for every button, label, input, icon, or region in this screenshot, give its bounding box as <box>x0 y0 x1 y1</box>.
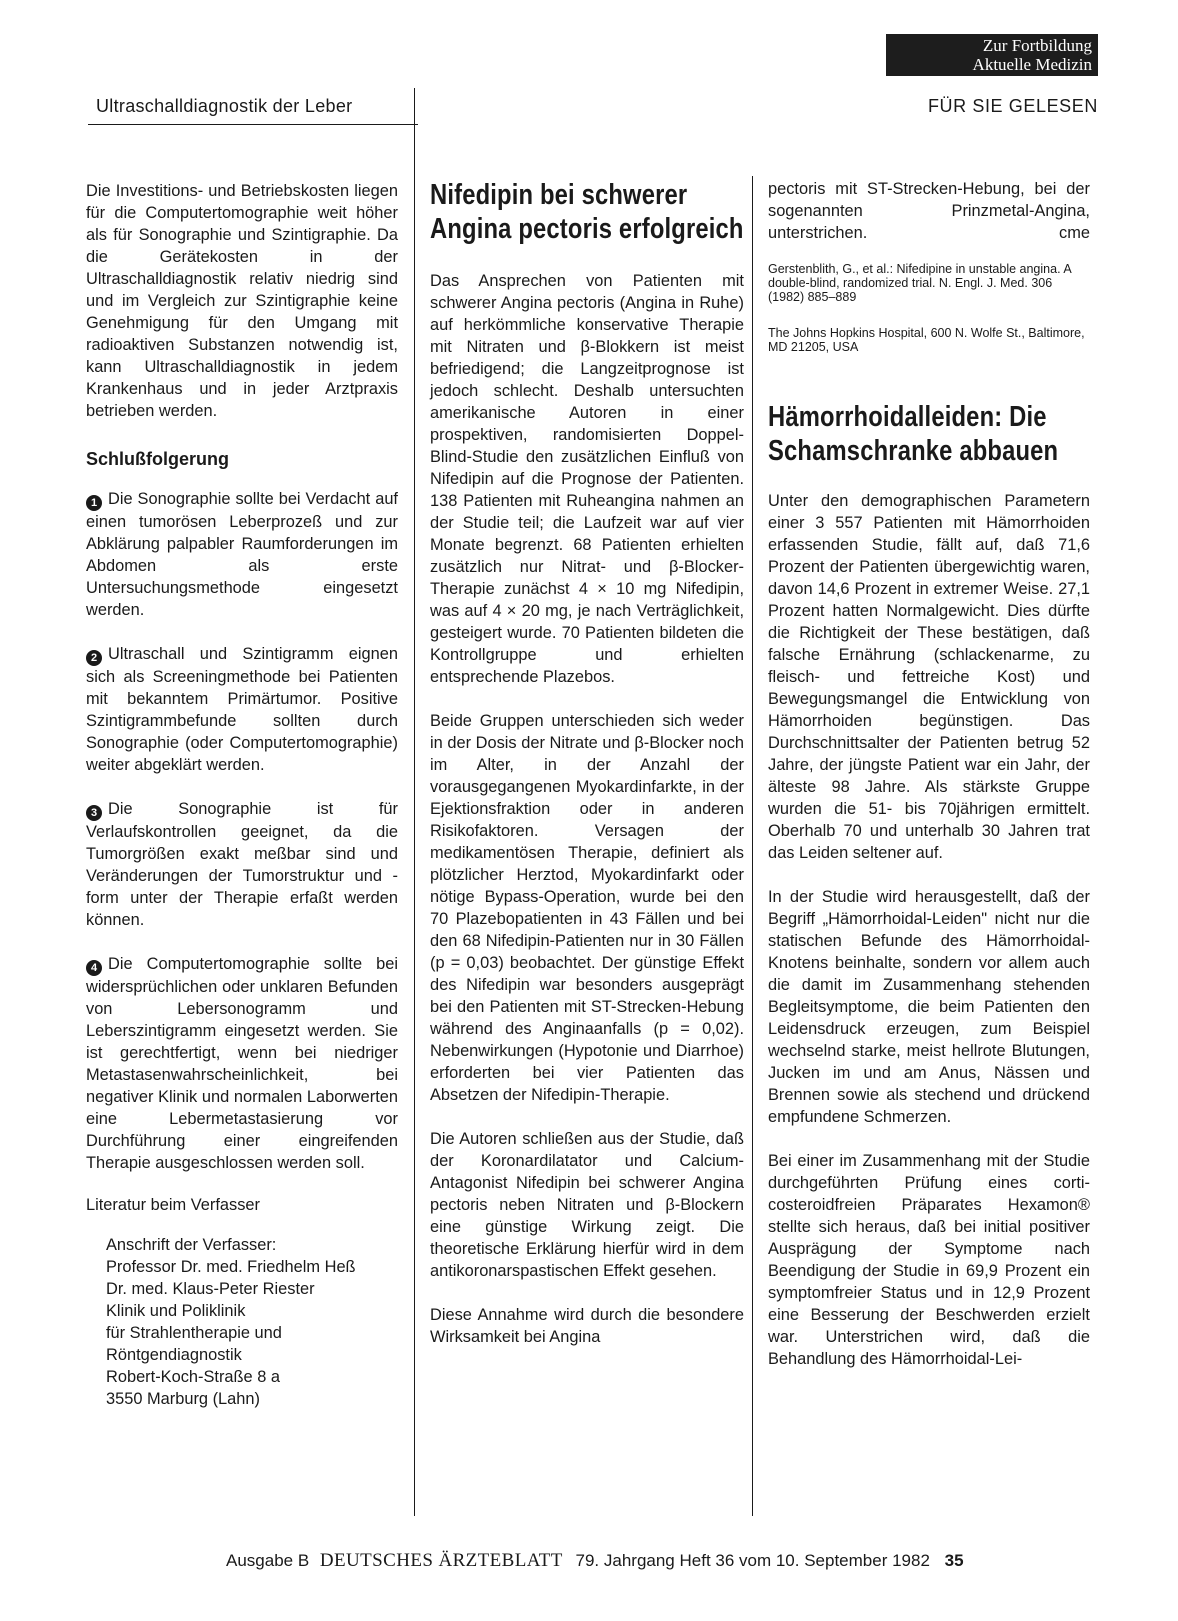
column-1 <box>86 180 398 1410</box>
running-header-right: FÜR SIE GELESEN <box>927 96 1098 116</box>
reference-citation: Gerstenblith, G., et al.: Nifedipine in unstable angina. A double-blind, randomized trial. N. Engl. J. Med. 306 (1982) 885–889 <box>768 262 1071 304</box>
number-bullet-icon: 2 <box>86 650 102 666</box>
article-title-haemorrhoiden: Hämorrhoidalleiden: Die Schamschranke abbauen <box>768 401 1059 467</box>
literature-note: Literatur beim Verfasser <box>86 1196 260 1214</box>
column-rule-2 <box>752 176 753 1516</box>
address-line: Klinik und Poliklinik <box>106 1302 246 1320</box>
author-address <box>86 1234 398 1410</box>
footer-edition: Ausgabe B <box>226 1551 310 1570</box>
address-line: Röntgendiagnostik <box>106 1346 242 1364</box>
article-paragraph: Diese Annahme wird durch die besondere Wirksamkeit bei Angina <box>430 1306 744 1346</box>
conclusion-point-4: 4 Die Computertomographie sollte bei widersprüchlichen oder unklaren Befunden von Lebersonogramm und Leberszintigramm eingesetzt werden. Sie ist gerechtfertigt, wenn bei niedriger Metastasenwahrscheinlichkeit, bei negativer Klinik und normalen Laborwerten eine Lebermetastasierung vor Durchführung einer eingreifenden Therapie ausgeschlossen werden soll. <box>86 955 398 1172</box>
footer-issue: 79. Jahrgang Heft 36 vom 10. September 1982 <box>575 1551 930 1570</box>
article-paragraph: Die Autoren schließen aus der Studie, daß der Koronardilatator und Calcium-Antagonist Nifedipin bei schwerer Angina pectoris neben Nitraten und β-Blockern eine günstige Wirkung zeigt. Die theoretische Erklärung hierfür wird in dem antikoronarspastischen Effekt gesehen. <box>430 1130 744 1280</box>
article-paragraph: In der Studie wird herausgestellt, daß der Begriff „Hämorrhoidal-Leiden" nicht nur die statischen Befunde des Hämorrhoidal-Knotens beinhalte, sondern vor allem auch die damit im Zusammenhang stehenden Begleitsymptome, die beim Patienten den Leidensdruck erzeugen, zum Beispiel wechselnd starke, meist hellrote Blutungen, Jucken im und am Anus, Nässen und Brennen sowie als stechend und drückend empfundene Schmerzen. <box>768 888 1090 1126</box>
address-line: für Strahlentherapie und <box>106 1324 282 1342</box>
column-2 <box>430 178 744 1348</box>
reference-address: The Johns Hopkins Hospital, 600 N. Wolfe St., Baltimore, MD 21205, USA <box>768 326 1085 354</box>
badge-line-1: Zur Fortbildung <box>982 36 1092 55</box>
article-title-nifedipin: Nifedipin bei schwerer Angina pectoris erfolgreich <box>430 179 744 245</box>
footer-magazine: DEUTSCHES ÄRZTEBLATT <box>319 1550 563 1571</box>
address-line: Professor Dr. med. Friedhelm Heß <box>106 1258 356 1276</box>
number-bullet-icon: 3 <box>86 805 102 821</box>
section-badge <box>886 34 1098 76</box>
intro-paragraph: Die Investitions- und Betriebskosten liegen für die Computertomographie weit höher als für Sonographie und Szintigraphie. Da die Gerätekosten in der Ultraschalldiagnostik relativ niedrig sind und im Vergleich zur Szintigraphie keine Genehmigung für den Umgang mit radioaktiven Substanzen notwendig ist, kann Ultraschalldiagnostik in jedem Krankenhaus und in jeder Arztpraxis betrieben werden. <box>86 182 398 420</box>
address-line: 3550 Marburg (Lahn) <box>106 1390 260 1408</box>
column-rule-1 <box>414 88 415 1516</box>
page-footer <box>226 1550 964 1572</box>
number-bullet-icon: 4 <box>86 960 102 976</box>
column-3 <box>768 178 1090 1370</box>
article-paragraph: Das Ansprechen von Patienten mit schwerer Angina pectoris (Angina in Ruhe) auf herkömmliche konservative Therapie mit Nitraten und β-Blokkern ist meist befriedigend; die Langzeitprognose ist jedoch schlecht. Deshalb untersuchten amerikanische Autoren in einer prospektiven, randomisierten Doppel-Blind-Studie den zusätzlichen Einfluß von Nifedipin auf die Prognose der Patienten. 138 Patienten mit Ruheangina nahmen an der Studie teil; die Laufzeit war auf vier Monate begrenzt. 68 Patienten erhielten zusätzlich nur Nitrat- und β-Blocker-Therapie zunächst 4 × 10 mg Nifedipin, was auf 4 × 20 mg, je nach Verträglichkeit, gesteigert wurde. 70 Patienten bildeten die Kontrollgruppe und erhielten entsprechende Plazebos. <box>430 272 744 686</box>
running-header-left: Ultraschalldiagnostik der Leber <box>96 96 353 116</box>
continuation-paragraph: pectoris mit ST-Strecken-Hebung, bei der sogenannten Prinzmetal-Angina, unterstrichen. cme <box>768 180 1090 242</box>
article-paragraph: Bei einer im Zusammenhang mit der Studie durchgeführten Prüfung eines corti-costeroidfreien Präparates Hexamon® stellte sich heraus, daß bei initial positiver Ausprägung der Symptome nach Beendigung der Studie in 69,9 Prozent ein symptomfreier Status und in 12,9 Prozent eine Besserung der Beschwerden erzielt war. Unterstrichen wird, daß die Behandlung des Hämorrhoidal-Lei- <box>768 1152 1090 1368</box>
article-paragraph: Beide Gruppen unterschieden sich weder in der Dosis der Nitrate und β-Blocker noch im Alter, in der Anzahl der vorausgegangenen Myokardinfarkte, in der Ejektionsfraktion oder in anderen Risikofaktoren. Versagen der medikamentösen Therapie, definiert als plötzlicher Herztod, Myokardinfarkt oder nötige Bypass-Operation, wurde bei den 70 Plazebopatienten in 43 Fällen und bei den 68 Nifedipin-Patienten nur in 30 Fällen (p = 0,03) beobachtet. Der günstige Effekt des Nifedipin war besonders ausgeprägt bei den Patienten mit ST-Strecken-Hebung während des Anginaanfalls (p = 0,02). Nebenwirkungen (Hypotonie und Diarrhoe) erforderten bei vier Patienten das Absetzen der Nifedipin-Therapie. <box>430 712 744 1104</box>
number-bullet-icon: 1 <box>86 495 102 511</box>
conclusion-point-3: 3 Die Sonographie ist für Verlaufskontrollen geeignet, da die Tumorgrößen exakt meßbar sind und Veränderungen der Tumorstruktur und -form unter der Therapie erfaßt werden können. <box>86 800 398 929</box>
author-signature: cme <box>1059 224 1090 242</box>
conclusion-heading: Schlußfolgerung <box>86 449 229 469</box>
address-line: Robert-Koch-Straße 8 a <box>106 1368 280 1386</box>
address-line: Dr. med. Klaus-Peter Riester <box>106 1280 315 1298</box>
badge-line-2: Aktuelle Medizin <box>972 55 1092 74</box>
article-paragraph: Unter den demographischen Parametern einer 3 557 Patienten mit Hämorrhoiden erfassenden Studie, fällt auf, daß 71,6 Prozent der Patienten übergewichtig waren, davon 14,6 Prozent in extremer Weise. 27,1 Prozent hatten Normalgewicht. Dies dürfte die Richtigkeit der These bestätigen, daß falsche Ernährung (schlackenarme, zu fleisch- und fettreiche Kost) und Bewegungsmangel die Entwicklung von Hämorrhoiden begünstigen. Das Durchschnittsalter der Patienten betrug 52 Jahre, der jüngste Patient war ein Jahr, der älteste 98 Jahre. Als stärkste Gruppe wurden die 51- bis 70jährigen ermittelt. Oberhalb 70 und unterhalb 30 Jahren trat das Leiden seltener auf. <box>768 492 1090 862</box>
address-line: Anschrift der Verfasser: <box>106 1236 277 1254</box>
header-rule <box>88 124 418 125</box>
page-number: 35 <box>944 1551 964 1570</box>
conclusion-point-2: 2 Ultraschall und Szintigramm eignen sich als Screeningmethode bei Patienten mit bekanntem Primärtumor. Positive Szintigrammbefunde sollten durch Sonographie (oder Computertomographie) weiter abgeklärt werden. <box>86 645 398 774</box>
conclusion-point-1: 1 Die Sonographie sollte bei Verdacht auf einen tumorösen Leberprozeß und zur Abklärung palpabler Raumforderungen im Abdomen als erste Untersuchungsmethode eingesetzt werden. <box>86 490 398 619</box>
